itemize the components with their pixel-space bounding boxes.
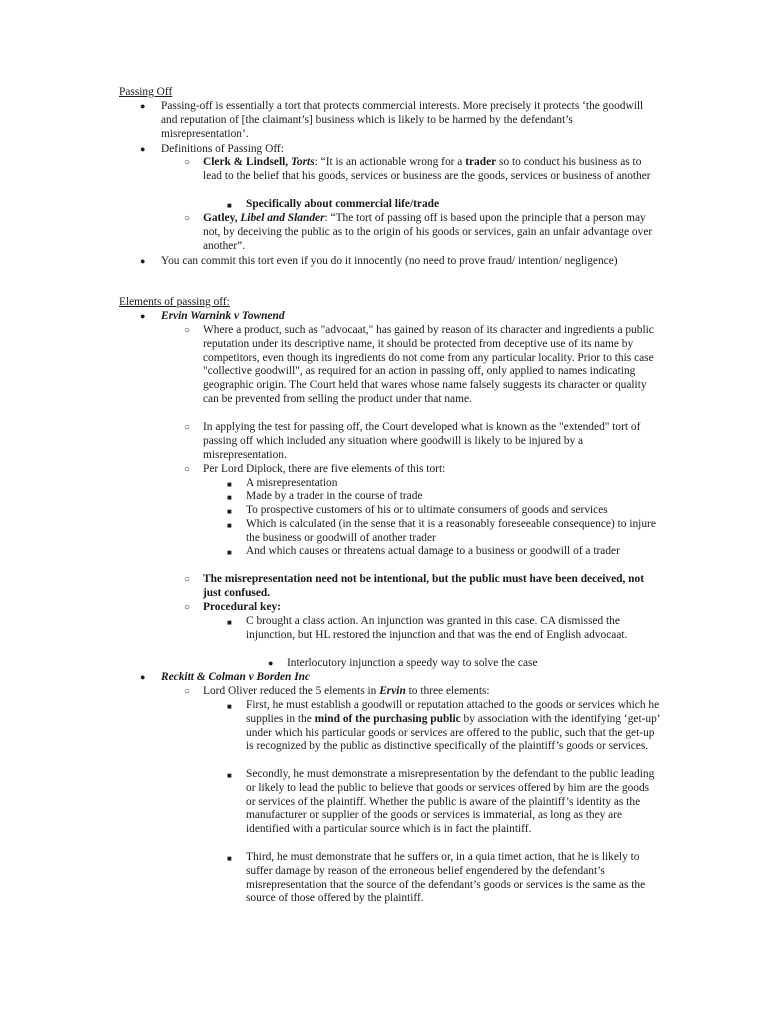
case-reference: Ervin: [379, 685, 406, 697]
list-item: [227, 504, 660, 518]
definition-gatley: [203, 212, 660, 253]
paragraph-text: [203, 685, 660, 699]
book-title: Torts: [290, 156, 315, 168]
text-run: to three elements:: [405, 685, 490, 697]
list-item: [227, 699, 660, 754]
square-bullet-icon: ■: [227, 507, 232, 516]
element-text: Which is calculated (in the sense that it is a reasonably foreseeable consequence) to injure the business or goodwill of another trader: [246, 518, 656, 544]
text-run: First, he must establish a goodwill or reputation attached to the goods or services which he supplies in the: [246, 699, 660, 725]
list-item: [227, 518, 660, 546]
emphasis-text: trader: [465, 156, 497, 168]
bullet-icon: ●: [140, 256, 146, 266]
list-item: [184, 156, 660, 184]
list-item: [227, 545, 660, 559]
case-name: Ervin Warnink v Townend: [161, 310, 285, 322]
list-item: [140, 143, 660, 157]
list-item: [140, 255, 660, 269]
list-item: [140, 100, 660, 141]
paragraph-text: Passing-off is essentially a tort that protects commercial interests. More precisely it protects ‘the goodwill and reputation of [the claimant’s] business which is likely to be harmed by the defendant’s misrepresentation’.: [161, 100, 644, 140]
circle-bullet-icon: ○: [184, 686, 191, 697]
list-item: [227, 198, 660, 212]
element-text: To prospective customers of his or to ultimate consumers of goods and services: [246, 504, 608, 516]
list-item: [140, 671, 660, 685]
square-bullet-icon: ■: [227, 521, 232, 530]
square-bullet-icon: ■: [227, 201, 232, 210]
quote-text: : “The tort of passing off is based upon the principle that a person may not, by deceiving the public as to the origin of his goods or services, gain an unfair advantage over another”.: [203, 212, 653, 252]
paragraph-text: C brought a class action. An injunction was granted in this case. CA dismissed the injunction, but HL restored the injunction and that was the end of English advocaat.: [246, 615, 628, 641]
element-text: And which causes or threatens actual damage to a business or goodwill of a trader: [246, 545, 620, 557]
paragraph-text: Interlocutory injunction a speedy way to solve the case: [287, 657, 538, 669]
circle-bullet-icon: ○: [184, 574, 191, 585]
section-heading-passing-off: Passing Off: [119, 86, 173, 98]
list-item: [184, 573, 660, 601]
circle-bullet-icon: ○: [184, 464, 191, 475]
author-name: Clerk & Lindsell,: [203, 156, 289, 168]
paragraph-text: Procedural key:: [203, 601, 281, 613]
paragraph-text: Where a product, such as "advocaat," has gained by reason of its character and ingredients a public reputation under its descriptive name, it should be protected from deceptive use of its name by competitors, even though its ingredients do not come from any particular locality. Prior to this case "collective goodwill", as required for an action in passing off, only applied to names indicating geographic origin. The Court held that wares whose name falsely suggests its character or quality can be prevented from selling the product under that name.: [203, 324, 654, 405]
paragraph-text: In applying the test for passing off, the Court developed what is known as the "extended" tort of passing off which included any situation where goodwill is likely to be injured by a misrepresentation.: [203, 421, 641, 461]
circle-bullet-icon: ○: [184, 602, 191, 613]
bullet-icon: ●: [140, 144, 146, 154]
list-item: [184, 421, 660, 462]
list-item: [227, 615, 660, 643]
circle-bullet-icon: ○: [184, 213, 191, 224]
square-bullet-icon: ■: [227, 493, 232, 502]
element-text: A misrepresentation: [246, 477, 338, 489]
circle-bullet-icon: ○: [184, 325, 191, 336]
square-bullet-icon: ■: [227, 548, 232, 557]
square-bullet-icon: ■: [227, 618, 232, 627]
author-name: Gatley,: [203, 212, 238, 224]
list-item: [184, 463, 660, 477]
emphasis-text: mind of the purchasing public: [314, 712, 461, 725]
definition-clerk: [203, 156, 660, 184]
paragraph-text: You can commit this tort even if you do it innocently (no need to prove fraud/ intention/ negligence): [161, 255, 618, 267]
text-run: by association with the identifying ‘get-up’ under which his particular goods or services are offered to the public, such that the get-up is recognized by the public as distinctive specifically of the plaintiff’s goods or services.: [246, 712, 660, 753]
paragraph-text: [246, 699, 660, 754]
list-item: [268, 657, 660, 671]
quote-text: : “It is an actionable wrong for a: [314, 156, 466, 168]
section-heading-elements: Elements of passing off:: [119, 296, 230, 308]
list-item: [140, 310, 660, 324]
list-item: [227, 851, 660, 906]
text-run: Lord Oliver reduced the 5 elements in: [203, 685, 380, 697]
square-bullet-icon: ■: [227, 771, 232, 780]
paragraph-text: Definitions of Passing Off:: [161, 143, 284, 155]
dot-bullet-icon: ●: [268, 658, 274, 668]
bullet-icon: ●: [140, 101, 146, 111]
quote-text: so to conduct his business as to lead to the belief that his goods, services or business are the goods, services or business of another: [203, 156, 651, 182]
square-bullet-icon: ■: [227, 480, 232, 489]
case-name: Reckitt & Colman v Borden Inc: [161, 671, 311, 683]
circle-bullet-icon: ○: [184, 157, 191, 168]
bullet-icon: ●: [140, 672, 146, 682]
list-item: [227, 768, 660, 837]
square-bullet-icon: ■: [227, 854, 232, 863]
paragraph-text: Third, he must demonstrate that he suffers or, in a quia timet action, that he is likely to suffer damage by reason of the erroneous belief engendered by the defendant’s misrepresentation that the source of the defendant’s goods or services is the same as the source of those offered by the plaintiff.: [246, 851, 646, 905]
paragraph-text: Specifically about commercial life/trade: [246, 198, 440, 210]
paragraph-text: The misrepresentation need not be intentional, but the public must have been deceived, not just confused.: [203, 573, 644, 599]
list-item: [184, 324, 660, 407]
list-item: [184, 685, 660, 699]
list-item: [227, 477, 660, 491]
paragraph-text: Per Lord Diplock, there are five elements of this tort:: [203, 463, 446, 475]
book-title: Libel and Slander: [240, 212, 325, 224]
bullet-icon: ●: [140, 311, 146, 321]
circle-bullet-icon: ○: [184, 422, 191, 433]
list-item: [184, 212, 660, 253]
list-item: [184, 601, 660, 615]
list-item: [227, 490, 660, 504]
square-bullet-icon: ■: [227, 702, 232, 711]
element-text: Made by a trader in the course of trade: [246, 490, 423, 502]
paragraph-text: Secondly, he must demonstrate a misrepresentation by the defendant to the public leading or likely to lead the public to believe that goods or services offered by him are the goods or services of the plaintiff. Whether the public is aware of the plaintiff’s identity as the manufacturer or supplier of the goods or services is immaterial, as long as they are identified with a particular source which is in fact the plaintiff.: [246, 768, 655, 836]
